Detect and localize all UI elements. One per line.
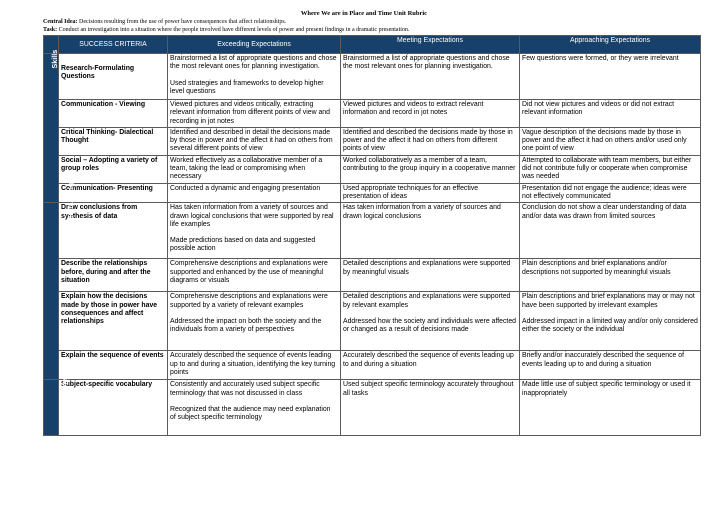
criteria-label: Explain how the decisions made by those in power have consequences and affect relationships — [61, 293, 158, 326]
table-row — [44, 127, 701, 155]
rubric-table — [43, 35, 701, 436]
exceeding-text: Has taken information from a variety of sources and drawn logical conclusions that were supported by real life examples — [170, 204, 334, 228]
meeting-cell: Brainstormed a list of appropriate questions and chose the most relevant ones for planning investigation. — [341, 54, 520, 100]
section-knowledge — [44, 366, 70, 436]
exceeding-cell: Worked effectively as a collaborative member of a team, taking the lead or compromising when necessary — [168, 155, 341, 183]
table-row — [44, 155, 701, 183]
meeting-text: Detailed descriptions and explanations were supported by relevant examples — [343, 293, 511, 309]
section-knowledge-label: Knowledge — [60, 366, 70, 405]
approaching-cell: Plain descriptions and brief explanations and/or descriptions not supported by meaningful visuals — [520, 259, 701, 292]
meeting-cell: Viewed pictures and videos to extract relevant information and record in jot notes — [341, 100, 520, 128]
criteria-label: Explain the sequence of events — [61, 352, 164, 360]
criteria-label: Communication - Viewing — [61, 101, 146, 108]
criteria-label: Describe the relationships before, during and after the situation — [61, 260, 151, 284]
exceeding-cell — [168, 380, 341, 436]
approaching-cell: Vague description of the decisions made by those in power and the affect it had on others and/or used only one point of view — [520, 127, 701, 155]
task — [43, 27, 409, 33]
meeting-cell: Detailed descriptions and explanations were supported by meaningful visuals — [341, 259, 520, 292]
table-row — [44, 259, 701, 292]
exceeding-text-extra: Used strategies and frameworks to develop higher level questions — [170, 79, 324, 95]
exceeding-text: Comprehensive descriptions and explanations were supported by a variety of relevant examples — [170, 293, 328, 309]
task-text: Conduct an investigation into a situation where the people involved have different levels of power and present findings in a dramatic presentation. — [58, 27, 410, 33]
criteria-label: Communication- Presenting — [61, 184, 153, 192]
exceeding-cell: Comprehensive descriptions and explanations were supported and enhanced by the use of meaningful diagrams or visuals — [168, 259, 341, 292]
criteria-label: Social – Adopting a variety of group roles — [61, 156, 158, 173]
spacer — [522, 310, 698, 318]
criteria-label: Critical Thinking- Dialectical Thought — [61, 128, 154, 145]
meeting-cell: Accurately described the sequence of events leading up to and during a situation — [341, 351, 520, 380]
table-row — [44, 292, 701, 351]
criteria-label: Draw conclusions from synthesis of data — [61, 204, 138, 220]
central-idea-label: Central Idea: — [43, 19, 78, 25]
approaching-cell: Conclusion do not show a clear understanding of data and/or data was drawn from limited sources — [520, 203, 701, 259]
header-exceeding: Exceeding Expectations — [168, 36, 341, 54]
approaching-cell — [520, 292, 701, 351]
exceeding-text-extra: Addressed the impact on both the society and the individuals from a variety of perspectives — [170, 317, 322, 334]
meeting-cell: Identified and described the decisions made by those in power and the affect it had on others from different points of view — [341, 127, 520, 155]
task-label: Task: — [43, 27, 58, 33]
criteria-cell — [59, 100, 168, 128]
exceeding-text: Consistently and accurately used subject specific terminology that was not discussed in class — [170, 381, 320, 397]
criteria-cell — [59, 155, 168, 183]
exceeding-cell — [168, 203, 341, 259]
section-skills-label: Skills — [50, 49, 60, 69]
page-title: Where We are in Place and Time Unit Rubric — [300, 10, 428, 17]
approaching-text: Plain descriptions and brief explanations may or may not have been supported by irrelevant examples — [522, 293, 695, 309]
exceeding-cell — [168, 54, 341, 100]
spacer — [170, 310, 338, 318]
exceeding-cell: Identified and described in detail the decisions made by those in power and the affect it had on others from several different points of view — [168, 127, 341, 155]
criteria-cell — [59, 259, 168, 292]
approaching-cell: Few questions were formed, or they were irrelevant — [520, 54, 701, 100]
approaching-text-extra: Addressed impact in a limited way and/or only considered either the society or the individual — [522, 317, 698, 334]
meeting-cell: Used appropriate techniques for an effective presentation of ideas — [341, 183, 520, 203]
exceeding-text-extra: Recognized that the audience may need explanation of subject specific terminology — [170, 405, 331, 422]
meeting-text-extra: Addressed how the society and individuals were affected or changed as a result of decisions made — [343, 317, 517, 334]
approaching-cell: Attempted to collaborate with team members, but either did not contribute fully or cooperate when compromise was needed — [520, 155, 701, 183]
section-skills — [44, 49, 60, 203]
table-row — [44, 54, 701, 100]
header-meeting: Meeting Expectations — [341, 36, 520, 54]
approaching-cell: Made little use of subject specific terminology or used it inappropriately — [520, 380, 701, 436]
spacer — [170, 72, 338, 80]
criteria-cell — [59, 351, 168, 380]
central-idea-text: Decisions resulting from the use of power have consequences that affect relationships. — [79, 19, 287, 25]
exceeding-cell: Viewed pictures and videos critically, extracting relevant information from different points of view and recording in jot notes — [168, 100, 341, 128]
table-row — [44, 100, 701, 128]
meeting-cell: Used subject specific terminology accurately throughout all tasks — [341, 380, 520, 436]
criteria-cell — [59, 380, 168, 436]
meeting-cell: Has taken information from a variety of sources and drawn logical conclusions — [341, 203, 520, 259]
criteria-label: Research-Formulating Questions — [61, 65, 135, 81]
table-row — [44, 351, 701, 380]
section-understanding — [44, 183, 76, 380]
header-approaching: Approaching Expectations — [520, 36, 701, 54]
criteria-label: Subject-specific vocabulary — [61, 381, 153, 389]
exceeding-cell: Conducted a dynamic and engaging presentation — [168, 183, 341, 203]
header-row — [44, 36, 701, 54]
header-criteria: SUCCESS CRITERIA — [59, 36, 168, 54]
spacer — [170, 398, 338, 406]
spacer — [61, 55, 165, 65]
approaching-cell: Did not view pictures and videos or did not extract relevant information — [520, 100, 701, 128]
table-row — [44, 380, 701, 436]
central-idea — [43, 19, 286, 25]
criteria-cell — [59, 292, 168, 351]
section-understanding-label: Understanding — [66, 183, 76, 234]
spacer — [343, 310, 517, 318]
exceeding-cell — [168, 292, 341, 351]
exceeding-cell: Accurately described the sequence of events leading up to and during a situation, identifying the key turning points — [168, 351, 341, 380]
meeting-cell — [341, 292, 520, 351]
criteria-cell — [59, 127, 168, 155]
table-row — [44, 203, 701, 259]
approaching-cell: Briefly and/or inaccurately described the sequence of events leading up to and during a situation — [520, 351, 701, 380]
exceeding-text: Brainstormed a list of appropriate questions and chose the most relevant ones for planning investigation. — [170, 55, 337, 71]
meeting-cell: Worked collaboratively as a member of a team, contributing to the group inquiry in a cooperative manner — [341, 155, 520, 183]
approaching-cell: Presentation did not engage the audience; ideas were not effectively communicated — [520, 183, 701, 203]
spacer — [170, 229, 338, 237]
criteria-cell — [59, 54, 168, 100]
exceeding-text-extra: Made predictions based on data and suggested possible action — [170, 237, 316, 253]
table-row — [44, 183, 701, 203]
